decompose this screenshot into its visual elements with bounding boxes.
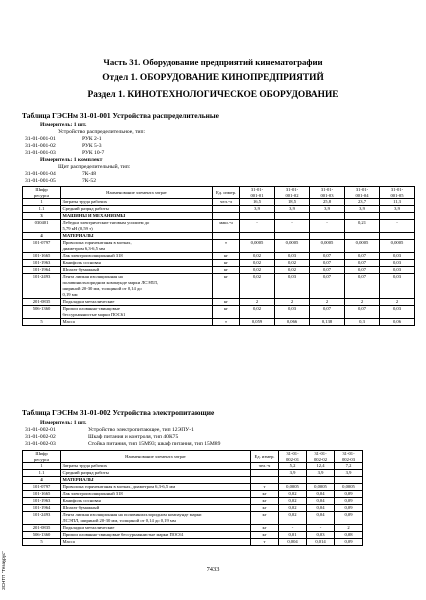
table-row [23, 306, 415, 319]
table-row [23, 532, 363, 539]
norm-value: 7,2 [335, 463, 363, 470]
resource-code: 1.1 [23, 206, 61, 213]
norm-value: 0,07 [345, 260, 380, 267]
norm-value: 0,03 [380, 267, 415, 274]
header-name: Наименование элемента затрат [61, 187, 213, 199]
table2-item-code: 31-01-002-02 [25, 434, 56, 440]
table-row [23, 253, 415, 260]
table-row [23, 463, 363, 470]
resource-code: 1.1 [23, 470, 61, 477]
norm-value: - [310, 220, 345, 233]
header-code-column: 31-01- 001-03 [310, 187, 345, 199]
resource-code: 506-1360 [23, 306, 61, 319]
norm-value: 11,3 [380, 199, 415, 206]
table-row [23, 539, 363, 546]
norm-value: 0,02 [240, 306, 275, 319]
norm-value: 0,02 [275, 267, 310, 274]
table1-item-name: РУК 2-1 [82, 136, 102, 142]
norm-value: - [307, 525, 335, 532]
table-row [23, 477, 363, 484]
header-unit: Ед. измер. [213, 187, 240, 199]
header-code-column: 31-01- 002-03 [335, 451, 363, 463]
norm-value: 0,07 [345, 306, 380, 319]
resource-code: 4 [23, 477, 61, 484]
subsection-heading: Раздел 1. КИНОТЕХНОЛОГИЧЕСКОЕ ОБОРУДОВАНИЕ [87, 90, 339, 100]
section-heading: Отдел 1. ОБОРУДОВАНИЕ КИНОПРЕДПРИЯТИЙ [102, 73, 324, 83]
norm-value: 0,07 [310, 306, 345, 319]
norm-value: 3,9 [275, 206, 310, 213]
header-name: Наименование элемента затрат [61, 451, 251, 463]
table-row [23, 267, 415, 274]
table-row [23, 505, 363, 512]
unit [213, 206, 240, 213]
resource-code: 201-0835 [23, 525, 61, 532]
resource-name: Проволока горячекатаная в мотках, диаметром 6,3-6,5 мм [61, 240, 213, 253]
table-row [23, 260, 415, 267]
norm-value: 18,5 [275, 199, 310, 206]
norm-value: 0,07 [310, 274, 345, 299]
resource-name: МАШИНЫ И МЕХАНИЗМЫ [61, 213, 213, 220]
norm-value [345, 213, 380, 220]
resource-name: Канифоль сосновая [61, 260, 213, 267]
norm-value: 0,03 [380, 260, 415, 267]
header-code-column: 31-01- 002-01 [279, 451, 307, 463]
norm-value: 3,9 [335, 470, 363, 477]
norm-value: 16,5 [240, 199, 275, 206]
norm-value [310, 213, 345, 220]
table2-item-name: Стойка питания, тип 15М93; шкаф питания, тип 15М89 [88, 441, 221, 447]
table1-body [23, 187, 415, 326]
norm-value [240, 213, 275, 220]
table1-title: Таблица ГЭСНм 31-01-001 Устройства распределительные [22, 111, 219, 120]
norm-value: 0,0005 [279, 484, 307, 491]
norm-value: 2 [275, 299, 310, 306]
norm-value: 0,3 [345, 319, 380, 326]
norm-value: 0,04 [307, 512, 335, 525]
norm-value: 0,014 [307, 539, 335, 546]
table1-item-code: 31-01-001-02 [25, 143, 56, 149]
table-row [23, 498, 363, 505]
norm-value: 2 [240, 299, 275, 306]
unit: кг [213, 260, 240, 267]
resource-code: 101-0797 [23, 484, 61, 491]
unit: кг [251, 498, 279, 505]
norm-value: 2 [380, 299, 415, 306]
resource-name: Подкладки металлические [61, 525, 251, 532]
resource-name: Лебедки электрические тяговым усилием до 5,79 кН (0,59 т) [61, 220, 213, 233]
resource-name: Затраты труда рабочих [61, 463, 251, 470]
norm-value: 2 [310, 299, 345, 306]
resource-code: 101-1964 [23, 505, 61, 512]
norm-value: 0,02 [279, 498, 307, 505]
unit: кг [251, 525, 279, 532]
resource-name: Шпагат бумажный [61, 505, 251, 512]
table1-item-name: 7К-52 [82, 178, 96, 184]
resource-code: 5 [23, 319, 61, 326]
norm-value: 0,03 [380, 274, 415, 299]
norm-value: 0,004 [279, 539, 307, 546]
resource-code: 506-1360 [23, 532, 61, 539]
resource-code: 201-0835 [23, 299, 61, 306]
norm-value: 0,02 [240, 260, 275, 267]
norm-value: 2 [335, 525, 363, 532]
unit: кг [213, 306, 240, 319]
norm-value: - [240, 220, 275, 233]
norm-value: 0,03 [275, 306, 310, 319]
norm-value: 3,9 [380, 206, 415, 213]
norm-value [275, 233, 310, 240]
norm-value: 0,04 [307, 505, 335, 512]
resource-name: Шпагат бумажный [61, 267, 213, 274]
table2-item-name: Устройство электропитающее, тип 12ЭПУ-1 [88, 427, 194, 433]
norm-value [335, 477, 363, 484]
table-row [23, 525, 363, 532]
table2-body [23, 451, 363, 546]
norm-value: 0,0005 [240, 240, 275, 253]
resource-code: 101-1665 [23, 491, 61, 498]
norm-value: 0,01 [279, 532, 307, 539]
norm-value: 2 [345, 299, 380, 306]
norm-value: 0,02 [279, 491, 307, 498]
table1-meter1: Измеритель: 1 шт. [40, 122, 87, 128]
unit: кг [251, 532, 279, 539]
norm-value: 0,03 [275, 274, 310, 299]
norm-value: 3,9 [240, 206, 275, 213]
resource-code: 101-1665 [23, 253, 61, 260]
resource-name: Затраты труда рабочих [61, 199, 213, 206]
norm-value: 0,059 [240, 319, 275, 326]
table1-group2: Щит распределительный, тип: [58, 164, 131, 170]
norm-value [240, 233, 275, 240]
unit: кг [213, 274, 240, 299]
resource-table-1 [22, 186, 415, 326]
norm-value: - [275, 220, 310, 233]
resource-name: Масса [61, 539, 251, 546]
table-row [23, 470, 363, 477]
norm-value: 0,02 [240, 267, 275, 274]
norm-value: 0,02 [240, 274, 275, 299]
resource-code: 030401 [23, 220, 61, 233]
table1-item-name: 7К-48 [82, 171, 96, 177]
unit: кг [251, 512, 279, 525]
resource-name: Средний разряд работы [61, 470, 251, 477]
norm-value: 3,9 [345, 206, 380, 213]
table-row [23, 213, 415, 220]
norm-value: 0,138 [310, 319, 345, 326]
norm-value: 0,0005 [275, 240, 310, 253]
table-row [23, 206, 415, 213]
table1-item-code: 31-01-001-03 [25, 150, 56, 156]
norm-value: 12,4 [307, 463, 335, 470]
norm-value: 0,07 [345, 274, 380, 299]
table1-item-code: 31-01-001-01 [25, 136, 56, 142]
header-code-column: 31-01- 001-04 [345, 187, 380, 199]
table-row [23, 484, 363, 491]
norm-value: 0,066 [275, 319, 310, 326]
resource-name: Подкладки металлические [61, 299, 213, 306]
table-header-row [23, 451, 363, 463]
norm-value: - [380, 220, 415, 233]
norm-value [310, 233, 345, 240]
norm-value: 0,09 [335, 512, 363, 525]
norm-value: 0,02 [275, 260, 310, 267]
header-code-column: 31-01- 001-01 [240, 187, 275, 199]
unit: маш.-ч [213, 220, 240, 233]
norm-value: 0,0005 [345, 240, 380, 253]
norm-value: 5,2 [279, 463, 307, 470]
resource-code: 101-1964 [23, 267, 61, 274]
table1-meter2: Измеритель: 1 комплект [40, 157, 103, 163]
norm-value: 0,04 [307, 498, 335, 505]
norm-value: 0,08 [335, 532, 363, 539]
norm-value [275, 213, 310, 220]
resource-code: 101-1963 [23, 260, 61, 267]
page-number: 7433 [206, 566, 220, 573]
resource-name: Лента липкая изоляционная на поливинилхлоридном компаунде марки ЛСЭПЛ, шириной 20-30 мм, толщиной от 0,14 до 0,19 мм [61, 274, 213, 299]
header-unit: Ед. измер. [251, 451, 279, 463]
table-row [23, 512, 363, 525]
table-row [23, 233, 415, 240]
norm-value: 0,07 [310, 253, 345, 260]
unit: т [213, 319, 240, 326]
norm-value: 0,09 [335, 539, 363, 546]
unit: кг [213, 267, 240, 274]
unit: кг [213, 253, 240, 260]
resource-name: Проволока горячекатаная в мотках, диаметром 6,3-6,5 мм [61, 484, 251, 491]
norm-value [380, 213, 415, 220]
norm-value [307, 477, 335, 484]
norm-value: - [279, 525, 307, 532]
table1-item-name: РУК 5-3 [82, 143, 102, 149]
resource-name: Канифоль сосновая [61, 498, 251, 505]
resource-name: Лента липкая изоляционная на поливинилхлоридном компаунде марки ЛСЭПЛ, шириной 20-30 мм, толщиной от 0,14 до 0,19 мм [61, 512, 251, 525]
resource-code: 101-2493 [23, 274, 61, 299]
norm-value: 3,9 [279, 470, 307, 477]
norm-value: 0,0005 [310, 240, 345, 253]
norm-value: 23,7 [345, 199, 380, 206]
table-row [23, 299, 415, 306]
table2-meter: Измеритель: 1 шт. [40, 420, 87, 426]
table-row [23, 220, 415, 233]
norm-value: 0,0005 [380, 240, 415, 253]
table-row [23, 199, 415, 206]
norm-value: 0,07 [345, 253, 380, 260]
norm-value: 0,09 [335, 498, 363, 505]
norm-value: 0,03 [307, 532, 335, 539]
unit: кг [213, 299, 240, 306]
resource-name: Средний разряд работы [61, 206, 213, 213]
norm-value: 0,02 [279, 512, 307, 525]
norm-value: 0,09 [335, 505, 363, 512]
resource-code: 101-1963 [23, 498, 61, 505]
table-header-row [23, 187, 415, 199]
resource-code: 1 [23, 199, 61, 206]
unit [251, 470, 279, 477]
resource-name: Припои оловянно-свинцовые бессурьмянистые марки ПОС61 [61, 306, 213, 319]
resource-table-2 [22, 450, 363, 546]
header-code-column: 31-01- 001-02 [275, 187, 310, 199]
table2-item-code: 31-01-002-01 [25, 427, 56, 433]
norm-value: 3,9 [307, 470, 335, 477]
resource-name: Лак электроизоляционный 318 [61, 491, 251, 498]
resource-name: Масса [61, 319, 213, 326]
norm-value: 0,03 [380, 306, 415, 319]
unit: т [251, 484, 279, 491]
unit: чел.-ч [251, 463, 279, 470]
norm-value: 0,02 [240, 253, 275, 260]
table2-title: Таблица ГЭСНм 31-01-002 Устройства электропитающие [22, 408, 215, 417]
resource-code: 3 [23, 213, 61, 220]
table1-item-name: РУК 10-7 [82, 150, 105, 156]
resource-code: 101-0797 [23, 240, 61, 253]
header-shifr: Шифр ресурса [23, 451, 61, 463]
norm-value: 0,03 [275, 253, 310, 260]
norm-value: 25,8 [310, 199, 345, 206]
norm-value: 0,06 [380, 319, 415, 326]
norm-value [279, 477, 307, 484]
norm-value: 0,04 [307, 491, 335, 498]
unit: кг [251, 505, 279, 512]
norm-value: 0,07 [310, 267, 345, 274]
unit: чел.-ч [213, 199, 240, 206]
side-stamp: ЗСНТП "Тезаурус" [1, 551, 6, 590]
resource-name: МАТЕРИАЛЫ [61, 477, 251, 484]
norm-value: 0,02 [279, 505, 307, 512]
table1-group1: Устройство распределительное, тип: [58, 129, 146, 135]
resource-name: Лак электроизоляционный 318 [61, 253, 213, 260]
header-shifr: Шифр ресурса [23, 187, 61, 199]
header-code-column: 31-01- 001-05 [380, 187, 415, 199]
unit: т [213, 240, 240, 253]
table-row [23, 319, 415, 326]
resource-code: 5 [23, 539, 61, 546]
norm-value: 0,09 [335, 491, 363, 498]
table-row [23, 240, 415, 253]
norm-value [345, 233, 380, 240]
resource-code: 101-2493 [23, 512, 61, 525]
norm-value: 0,0005 [335, 484, 363, 491]
resource-code: 4 [23, 233, 61, 240]
table-row [23, 274, 415, 299]
unit: т [251, 539, 279, 546]
norm-value: 0,21 [345, 220, 380, 233]
table1-item-code: 31-01-001-05 [25, 178, 56, 184]
resource-name: Припои оловянно-свинцовые бессурьмянистые марки ПОС61 [61, 532, 251, 539]
table1-item-code: 31-01-001-04 [25, 171, 56, 177]
table2-item-code: 31-01-002-03 [25, 441, 56, 447]
resource-name: МАТЕРИАЛЫ [61, 233, 213, 240]
table-row [23, 491, 363, 498]
part-heading: Часть 31. Оборудование предприятий кинематографии [103, 57, 323, 67]
unit [213, 213, 240, 220]
table2-item-name: Шкаф питания и контроля, тип 40К75 [88, 434, 179, 440]
norm-value: 3,9 [310, 206, 345, 213]
norm-value [380, 233, 415, 240]
norm-value: 0,03 [380, 253, 415, 260]
unit [213, 233, 240, 240]
resource-code: 1 [23, 463, 61, 470]
norm-value: 0,07 [310, 260, 345, 267]
unit [251, 477, 279, 484]
header-code-column: 31-01- 002-02 [307, 451, 335, 463]
norm-value: 0,07 [345, 267, 380, 274]
norm-value: 0,0005 [307, 484, 335, 491]
unit: кг [251, 491, 279, 498]
